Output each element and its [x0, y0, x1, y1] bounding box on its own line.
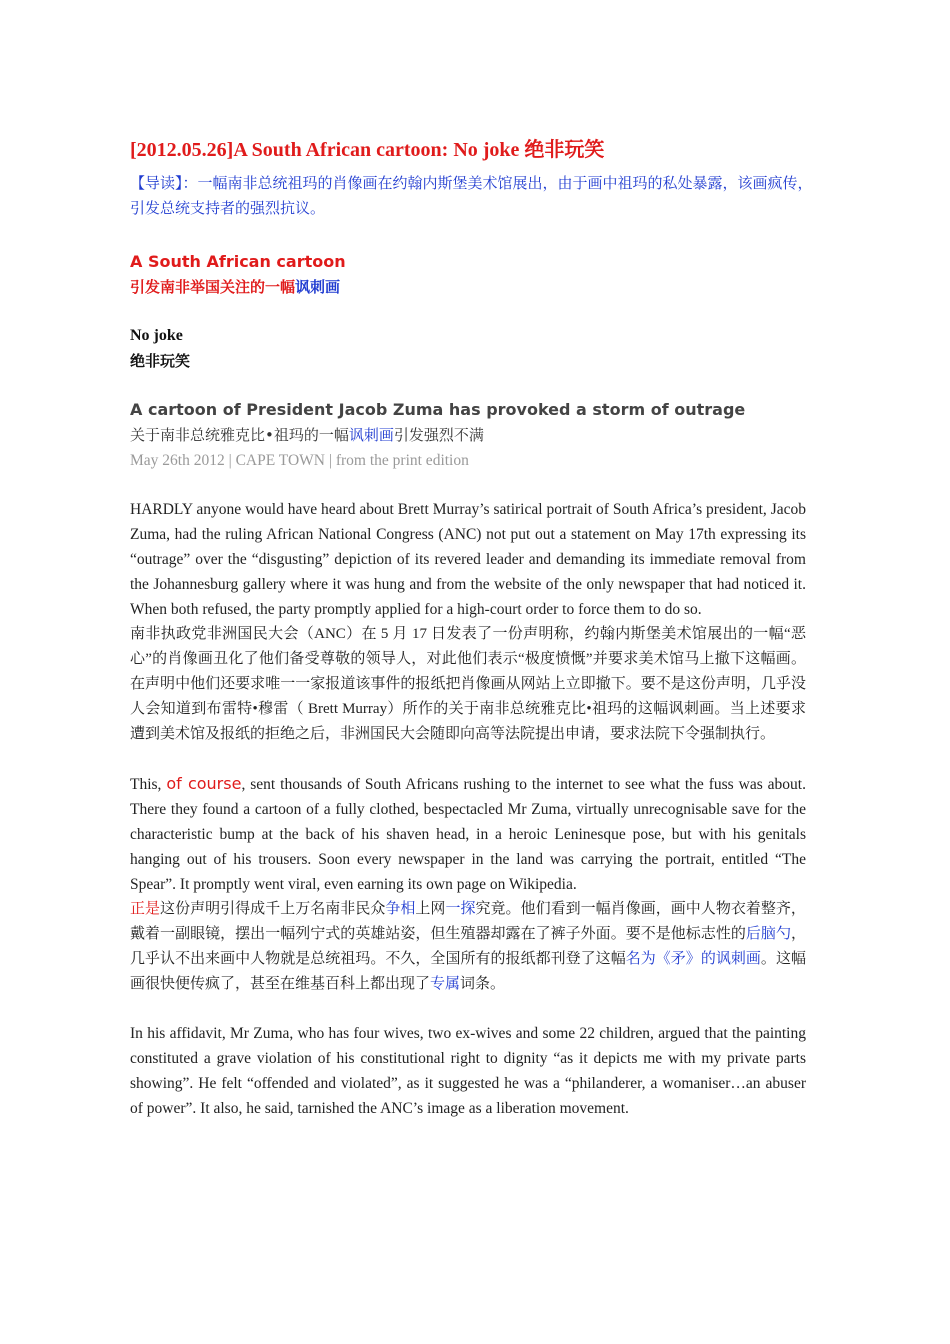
paragraph-1-zh: 南非执政党非洲国民大会（ANC）在 5 月 17 日发表了一份声明称，约翰内斯堡美术馆展出的一幅“恶心”的肖像画丑化了他们备受尊敬的领导人，对此他们表示“极度愤慨”并要求美术馆马上撤下这幅画。在声明中他们还要求唯一一家报道该事件的报纸把肖像画从网站上立即撤下。要不是这份声明，几乎没人会知道到布雷特•穆雷（ Brett Murray）所作的关于南非总统雅克比•祖玛的这幅讽刺画。当上述要求遭到美术馆及报纸的拒绝之后，非洲国民大会随即向高等法院提出申请，要求法院下令强制执行。	[130, 626, 806, 742]
standfirst-zh-after: 引发强烈不满	[393, 426, 484, 444]
zh-part: 名为《矛》的讽刺画	[625, 951, 761, 967]
paragraph-2-zh	[130, 897, 806, 997]
zh-part: 一探	[445, 901, 476, 917]
intro-summary	[130, 172, 820, 222]
zh-part: 上网	[415, 901, 446, 917]
paragraph-1-en: HARDLY anyone would have heard about Brett Murray’s satirical portrait of South Africa’s president, Jacob Zuma, had the ruling African National Congress (ANC) not put out a statement on May 17th expressing its “outrage” over the “disgusting” depiction of its revered leader and demanding its immediate removal from the Johannesburg gallery where it was hung and from the website of the only newspaper that had noticed it. When both refused, the party promptly applied for a high-court order to force them to do so.	[130, 501, 806, 618]
zh-part: 专属	[430, 976, 461, 992]
zh-part: 后脑勺	[745, 926, 791, 942]
standfirst-zh-before: 关于南非总统雅克比•祖玛的一幅	[130, 426, 349, 444]
zh-part: 究竟。他们看到一幅肖像画，画中人物衣着整齐，戴着一副眼镜，摆出一幅列宁式的英雄站姿，但生殖器却露在了裤子外面。要不是他标志性的	[130, 901, 806, 942]
paragraph-2-en	[130, 771, 806, 897]
paragraph-3-en: In his affidavit, Mr Zuma, who has four wives, two ex-wives and some 22 children, argued that the painting constituted a grave violation of his constitutional right to dignity “as it depicts me with my private parts showing”. He felt “offended and violated”, as it suggested he was a “philanderer, a womaniser…an abuser of power”. It also, he said, tarnished the ANC’s image as a liberation movement.	[130, 1025, 806, 1117]
paragraph-2-en-before: This,	[130, 776, 167, 793]
subtitle-zh: 绝非玩笑	[130, 352, 191, 370]
section-heading-en: A South African cartoon	[130, 252, 346, 271]
paragraph-2-en-highlight: of course	[166, 774, 242, 793]
paragraph-2-en-after: , sent thousands of South Africans rushing to the internet to see what the fuss was about. There they found a cartoon of a fully clothed, bespectacled Mr Zuma, virtually unrecognisable save for the characteristic bump at the back of his shaven head, in a heroic Leninesque pose, but with his genitals hanging out of his trousers. Soon every newspaper in the land was carrying the portrait, entitled “The Spear”. It promptly went viral, even earning its own page on Wikipedia.	[130, 776, 806, 893]
dateline: May 26th 2012 | CAPE TOWN | from the print edition	[130, 452, 469, 469]
zh-part: ，几乎认不出来画中人物就是总统祖玛。不久，全国所有的报纸都刊登了这幅	[130, 926, 806, 967]
standfirst-en: A cartoon of President Jacob Zuma has provoked a storm of outrage	[130, 400, 746, 419]
section-heading-zh-highlight: 讽刺画	[295, 278, 341, 296]
intro-tag: 【导读】	[130, 176, 183, 192]
article-title: [2012.05.26]A South African cartoon: No joke 绝非玩笑	[130, 139, 605, 161]
standfirst-zh-highlight: 讽刺画	[348, 426, 394, 444]
zh-part: 正是	[130, 901, 161, 917]
intro-text: ：一幅南非总统祖玛的肖像画在约翰内斯堡美术馆展出，由于画中祖玛的私处暴露，该画疯传，引发总统支持者的强烈抗议。	[130, 176, 813, 217]
zh-part: 词条。	[460, 976, 506, 992]
article	[130, 136, 813, 1121]
zh-part: 这份声明引得成千上万名南非民众	[160, 901, 386, 917]
zh-part: 争相	[385, 901, 416, 917]
subtitle-en: No joke	[130, 327, 183, 344]
standfirst-zh	[130, 422, 806, 448]
section-heading-zh	[130, 274, 806, 300]
zh-part: 。这幅画很快便传疯了，甚至在维基百科上都出现了	[130, 951, 806, 992]
section-heading-zh-text: 引发南非举国关注的一幅	[130, 278, 296, 296]
